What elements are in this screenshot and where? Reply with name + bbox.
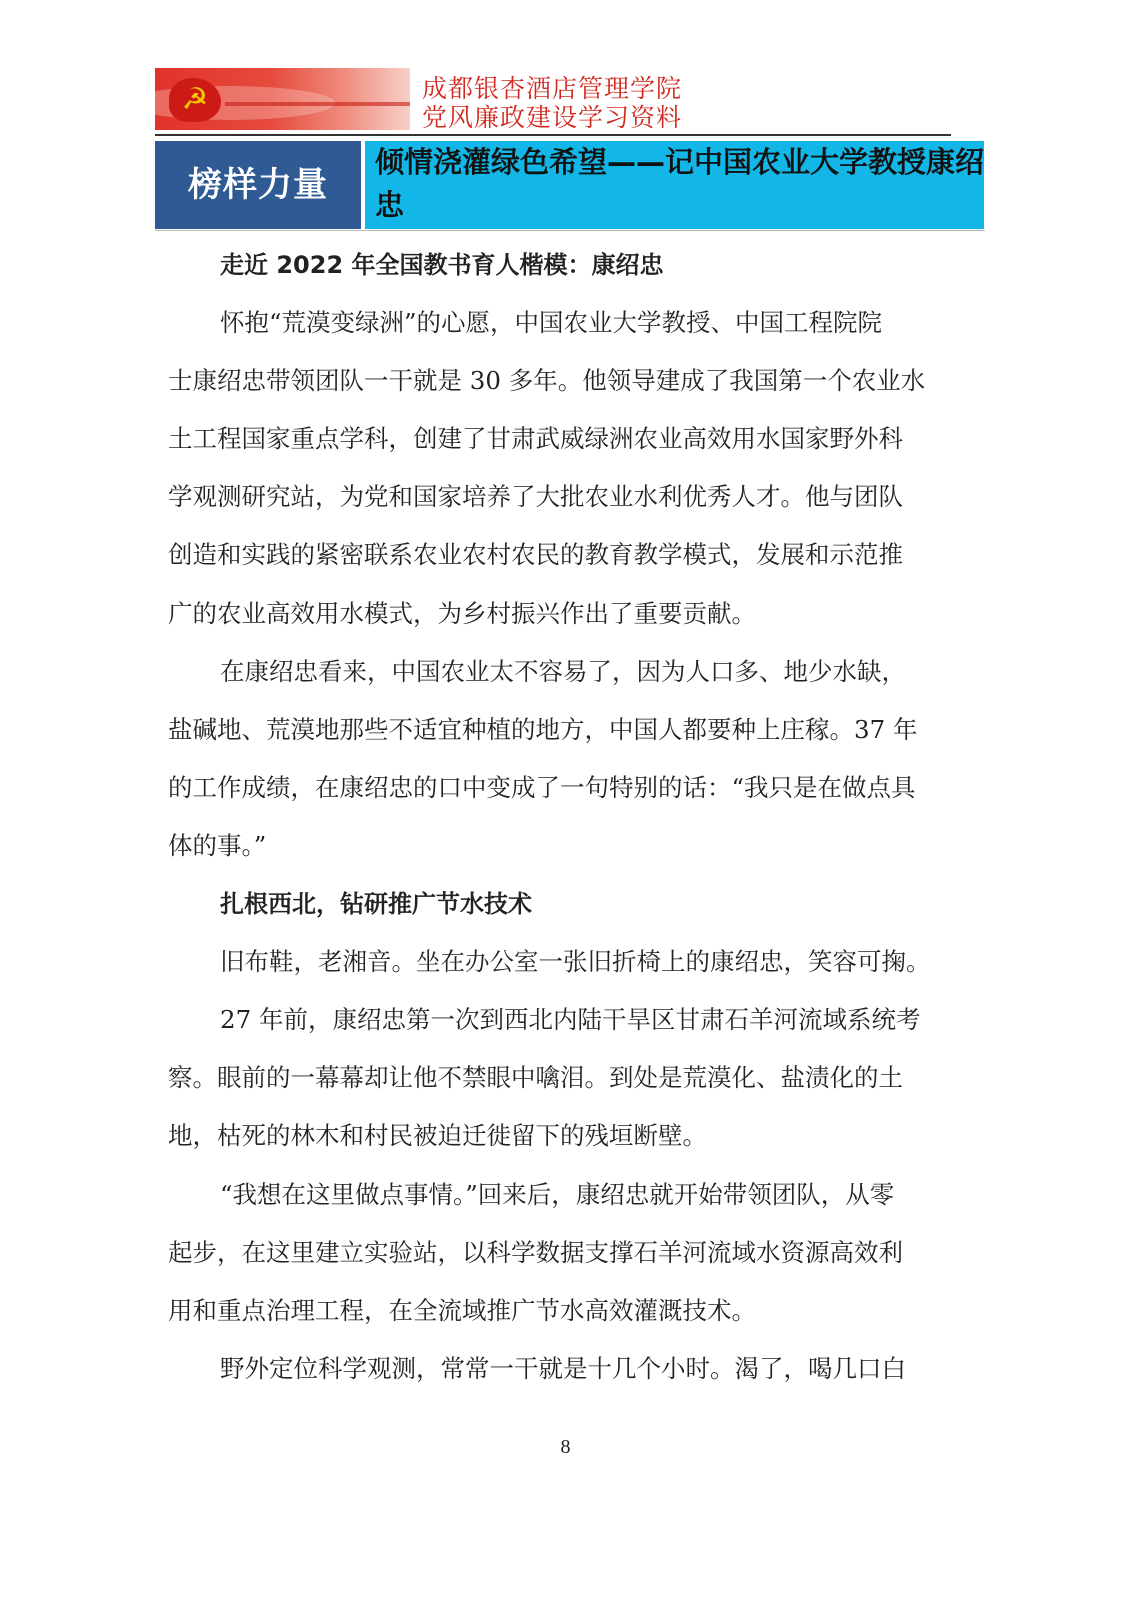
banner-stripe	[225, 102, 410, 106]
paragraph-line: “我想在这里做点事情。”回来后，康绍忠就开始带领团队，从零	[220, 1179, 895, 1209]
paragraph-line: 起步，在这里建立实验站，以科学数据支撑石羊河流域水资源高效利	[168, 1237, 903, 1267]
paragraph-line: 怀抱“荒漠变绿洲”的心愿，中国农业大学教授、中国工程院院	[220, 308, 883, 338]
article-title: 倾情浇灌绿色希望——记中国农业大学教授康绍忠	[365, 141, 984, 229]
paragraph-line: 学观测研究站，为党和国家培养了大批农业水利优秀人才。他与团队	[168, 482, 903, 512]
paragraph-line: 的工作成绩，在康绍忠的口中变成了一句特别的话：“我只是在做点具	[168, 772, 916, 802]
header-banner	[155, 68, 410, 130]
paragraph-line: 用和重点治理工程，在全流域推广节水高效灌溉技术。	[168, 1295, 756, 1325]
paragraph-line: 创造和实践的紧密联系农业农村农民的教育教学模式，发展和示范推	[168, 540, 903, 570]
paragraph-line: 在康绍忠看来，中国农业太不容易了，因为人口多、地少水缺，	[220, 656, 906, 686]
page-number: 8	[560, 1436, 571, 1458]
paragraph-line: 广的农业高效用水模式，为乡村振兴作出了重要贡献。	[168, 598, 756, 628]
header-title	[422, 74, 682, 132]
document-subtitle: 党风廉政建设学习资料	[422, 103, 683, 132]
paragraph-line: 地，枯死的林木和村民被迫迁徙留下的残垣断壁。	[168, 1121, 707, 1151]
header-divider	[155, 134, 951, 136]
paragraph-line: 旧布鞋，老湘音。坐在办公室一张旧折椅上的康绍忠，笑容可掬。	[220, 947, 931, 977]
paragraph-line: 土工程国家重点学科，创建了甘肃武威绿洲农业高效用水国家野外科	[168, 424, 903, 454]
paragraph-line: 体的事。”	[168, 830, 267, 860]
paragraph-line: 盐碱地、荒漠地那些不适宜种植的地方，中国人都要种上庄稼。37 年	[168, 714, 918, 744]
paragraph-line: 士康绍忠带领团队一干就是 30 多年。他领导建成了我国第一个农业水	[168, 366, 926, 396]
title-underline	[155, 230, 985, 231]
institution-name: 成都银杏酒店管理学院	[422, 74, 683, 103]
party-emblem-icon: ☭	[169, 78, 221, 122]
paragraph-line: 野外定位科学观测，常常一干就是十几个小时。渴了，喝几口白	[220, 1353, 906, 1383]
article-body	[168, 236, 958, 1398]
paragraph-line: 27 年前，康绍忠第一次到西北内陆干旱区甘肃石羊河流域系统考	[220, 1005, 921, 1035]
section-tag: 榜样力量	[155, 141, 361, 229]
paragraph-line: 察。眼前的一幕幕却让他不禁眼中噙泪。到处是荒漠化、盐渍化的土	[168, 1063, 903, 1093]
subheading-northwest: 扎根西北，钻研推广节水技术	[220, 890, 532, 919]
subheading-intro: 走近 2022 年全国教书育人楷模：康绍忠	[220, 251, 664, 279]
